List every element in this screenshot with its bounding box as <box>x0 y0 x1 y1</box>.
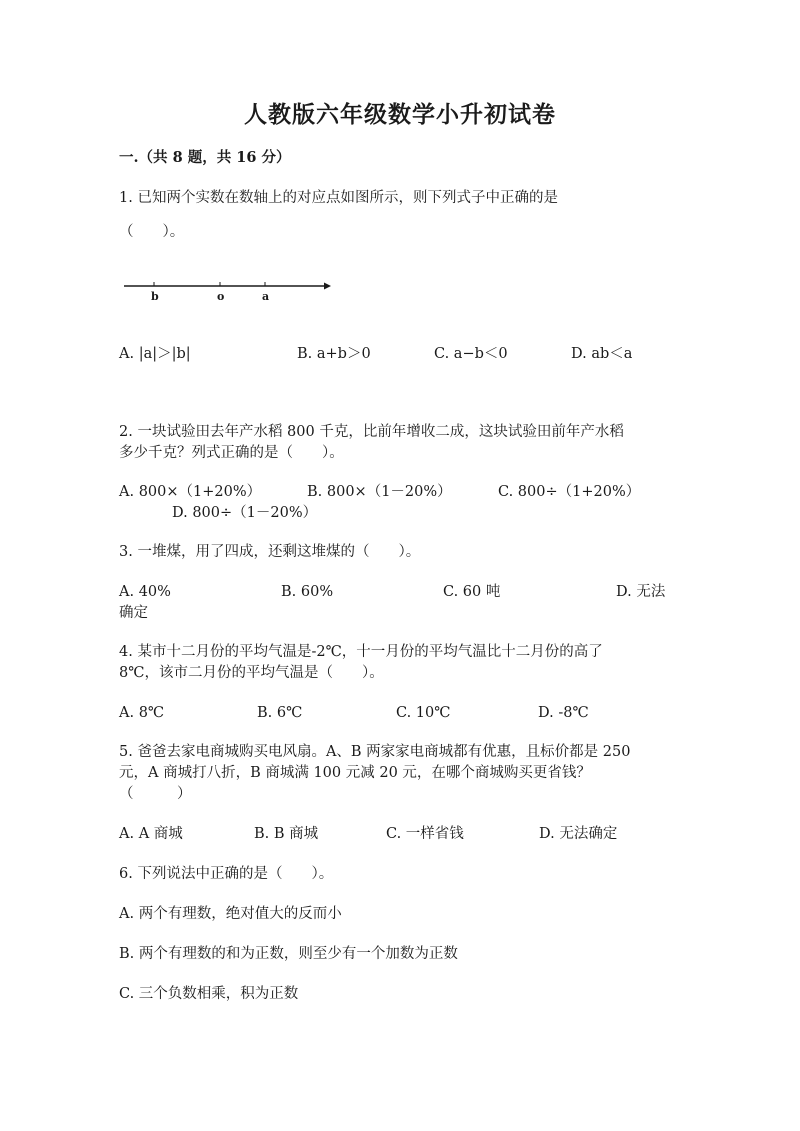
number-line-figure <box>124 276 334 306</box>
question-5-stem-line2: 元，A 商城打八折，B 商城满 100 元减 20 元，在哪个商城购买更省钱？ <box>119 765 591 781</box>
question-4-stem-line2: 8℃，该市二月份的平均气温是（ ）。 <box>119 665 384 681</box>
question-4-stem-line1: 4. 某市十二月份的平均气温是-2℃，十一月份的平均气温比十二月份的高了 <box>119 644 603 660</box>
question-4-option-b: B. 6℃ <box>257 705 303 721</box>
question-2-option-d: D. 800÷（1－20%） <box>172 505 318 521</box>
question-1-option-b: B. a+b＞0 <box>297 346 371 362</box>
question-4-option-d: D. -8℃ <box>538 705 589 721</box>
question-5-stem-line1: 5. 爸爸去家电商城购买电风扇。A、B 两家家电商城都有优惠，且标价都是 250 <box>119 744 631 760</box>
question-2-option-c: C. 800÷（1+20%） <box>498 484 641 500</box>
question-3-option-d-wrap: 确定 <box>119 605 148 621</box>
question-5-option-d: D. 无法确定 <box>539 826 618 842</box>
label-o: o <box>217 290 225 303</box>
question-1-option-c: C. a−b＜0 <box>434 346 508 362</box>
label-b: b <box>151 290 159 303</box>
question-6-option-a: A. 两个有理数，绝对值大的反而小 <box>119 906 342 922</box>
question-4-option-c: C. 10℃ <box>396 705 451 721</box>
question-2-option-b: B. 800×（1－20%） <box>307 484 452 500</box>
question-3-option-d: D. 无法 <box>616 584 666 600</box>
question-2-stem-line2: 多少千克？列式正确的是（ ）。 <box>119 445 344 461</box>
question-3-option-a: A. 40% <box>119 584 171 600</box>
page-title: 人教版六年级数学小升初试卷 <box>244 101 556 128</box>
question-6-option-b: B. 两个有理数的和为正数，则至少有一个加数为正数 <box>119 946 458 962</box>
question-5-option-c: C. 一样省钱 <box>386 826 464 842</box>
question-6-stem: 6. 下列说法中正确的是（ ）。 <box>119 866 334 882</box>
question-5-option-a: A. A 商城 <box>119 826 183 842</box>
section-heading: 一.（共 8 题，共 16 分） <box>119 149 291 166</box>
number-line-arrow <box>324 283 331 290</box>
question-2-option-a: A. 800×（1+20%） <box>119 484 262 500</box>
question-2-stem-line1: 2. 一块试验田去年产水稻 800 千克，比前年增收二成，这块试验田前年产水稻 <box>119 424 624 440</box>
question-3-option-c: C. 60 吨 <box>443 584 501 600</box>
question-3-option-b: B. 60% <box>281 584 334 600</box>
question-1-option-d: D. ab＜a <box>571 346 633 362</box>
label-a: a <box>262 290 270 303</box>
question-6-option-c: C. 三个负数相乘，积为正数 <box>119 986 299 1002</box>
question-1-stem-line1: 1. 已知两个实数在数轴上的对应点如图所示，则下列式子中正确的是 <box>119 190 558 206</box>
question-3-stem: 3. 一堆煤，用了四成，还剩这堆煤的（ ）。 <box>119 544 421 560</box>
question-1-stem-line2: （ ）。 <box>119 224 185 240</box>
number-line-svg <box>124 276 334 306</box>
question-5-option-b: B. B 商城 <box>254 826 319 842</box>
question-5-stem-line3: （ ） <box>119 786 192 802</box>
question-4-option-a: A. 8℃ <box>119 705 165 721</box>
question-1-option-a: A. |a|＞|b| <box>119 346 191 362</box>
